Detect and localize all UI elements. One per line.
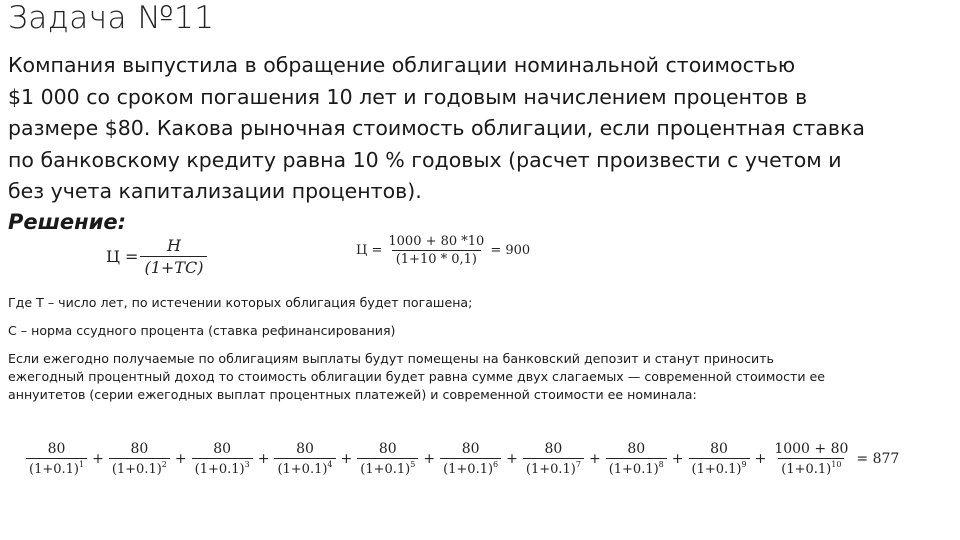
- term-exponent: 6: [493, 460, 499, 469]
- term-denominator: $(1+0.1)^4$: [274, 458, 335, 477]
- term-denominator: $(1+0.1)^6$: [440, 458, 501, 477]
- explanation-line: ежегодный процентный доход то стоимость облигации будет равна сумме двух слагаемых — современной стоимости ее: [8, 369, 826, 384]
- term-exponent: 8: [658, 460, 664, 469]
- term-numerator: 80: [627, 441, 646, 457]
- note-t-definition: Где Т – число лет, по истечении которых облигация будет погашена;: [8, 295, 473, 310]
- sum-term: [274, 441, 335, 477]
- sum-result: = 877: [856, 451, 900, 467]
- problem-line: по банковскому кредиту равна 10 % годовых (расчет произвести с учетом и: [8, 147, 842, 172]
- term-denominator: $(1+0.1)^3$: [192, 458, 253, 477]
- price-formula: [106, 236, 209, 277]
- price-calculation: [356, 234, 530, 267]
- calc-fraction: [384, 234, 488, 267]
- explanation-text: [8, 350, 953, 404]
- note-c-definition: С – норма ссудного процента (ставка рефинансирования): [8, 323, 396, 338]
- term-numerator: 1000 + 80: [774, 441, 849, 457]
- problem-line: без учета капитализации процентов).: [8, 179, 422, 203]
- sum-term: [771, 441, 851, 477]
- formula-numerator: Н: [166, 236, 181, 255]
- term-numerator: 80: [213, 441, 232, 457]
- plus-sign: +: [754, 451, 767, 467]
- plus-sign: +: [506, 451, 518, 467]
- term-denominator: $(1+0.1)^5$: [357, 458, 418, 477]
- explanation-line: Если ежегодно получаемые по облигациям выплаты будут помещены на банковский депозит и станут приносить: [8, 351, 774, 366]
- solution-heading: Решение:: [8, 210, 127, 234]
- plus-sign: +: [92, 451, 104, 467]
- sum-term: [440, 441, 501, 477]
- term-numerator: 80: [296, 441, 314, 457]
- term-denominator: $(1+0.1)^{10}$: [778, 458, 844, 477]
- problem-line: $1 000 со сроком погашения 10 лет и годовым начислением процентов в: [8, 84, 808, 109]
- term-exponent: 7: [575, 460, 581, 469]
- problem-line: размере $80. Какова рыночная стоимость облигации, если процентная ставка: [8, 116, 865, 140]
- term-numerator: 80: [461, 441, 480, 457]
- term-exponent: 2: [161, 460, 167, 469]
- term-exponent: 1: [78, 460, 85, 469]
- sum-term: [192, 441, 253, 477]
- term-exponent: 9: [741, 460, 747, 469]
- term-numerator: 80: [47, 441, 66, 457]
- term-numerator: 80: [710, 441, 728, 457]
- term-exponent: 4: [327, 460, 333, 469]
- sum-formula: [24, 441, 899, 477]
- plus-sign: +: [423, 451, 436, 467]
- calc-lhs: Ц =: [356, 243, 383, 258]
- plus-sign: +: [671, 451, 684, 467]
- term-denominator: $(1+0.1)^8$: [606, 458, 667, 477]
- formula-fraction: [140, 236, 207, 277]
- plus-sign: +: [588, 451, 601, 467]
- plus-sign: +: [174, 451, 187, 467]
- term-exponent: 10: [831, 460, 842, 469]
- term-denominator: $(1+0.1)^1$: [26, 458, 87, 477]
- term-numerator: 80: [544, 441, 563, 457]
- explanation-line: аннуитетов (серии ежегодных выплат процентных платежей) и современной стоимости ее номинала:: [8, 387, 697, 402]
- calc-result: = 900: [490, 243, 531, 258]
- term-exponent: 3: [244, 460, 250, 469]
- term-numerator: 80: [130, 441, 149, 457]
- plus-sign: +: [340, 451, 353, 467]
- formula-denominator: (1+TC): [140, 256, 207, 277]
- sum-term: [523, 441, 584, 477]
- term-denominator: $(1+0.1)^7$: [523, 458, 584, 477]
- sum-term: [109, 441, 170, 477]
- page-title: Задача №11: [8, 0, 215, 36]
- sum-term: [26, 441, 87, 477]
- term-denominator: $(1+0.1)^9$: [689, 458, 750, 477]
- calc-numerator: 1000 + 80 *10: [388, 234, 485, 249]
- term-denominator: $(1+0.1)^2$: [109, 458, 170, 477]
- term-exponent: 5: [410, 460, 416, 469]
- sum-term: [357, 441, 418, 477]
- problem-text: [8, 50, 953, 208]
- term-numerator: 80: [378, 441, 397, 457]
- calc-denominator: (1+10 * 0,1): [392, 250, 481, 267]
- formula-lhs: Ц =: [106, 247, 139, 266]
- problem-line: Компания выпустила в обращение облигации номинальной стоимостью: [8, 53, 796, 77]
- sum-term: [606, 441, 667, 477]
- plus-sign: +: [257, 451, 270, 467]
- sum-term: [689, 441, 750, 477]
